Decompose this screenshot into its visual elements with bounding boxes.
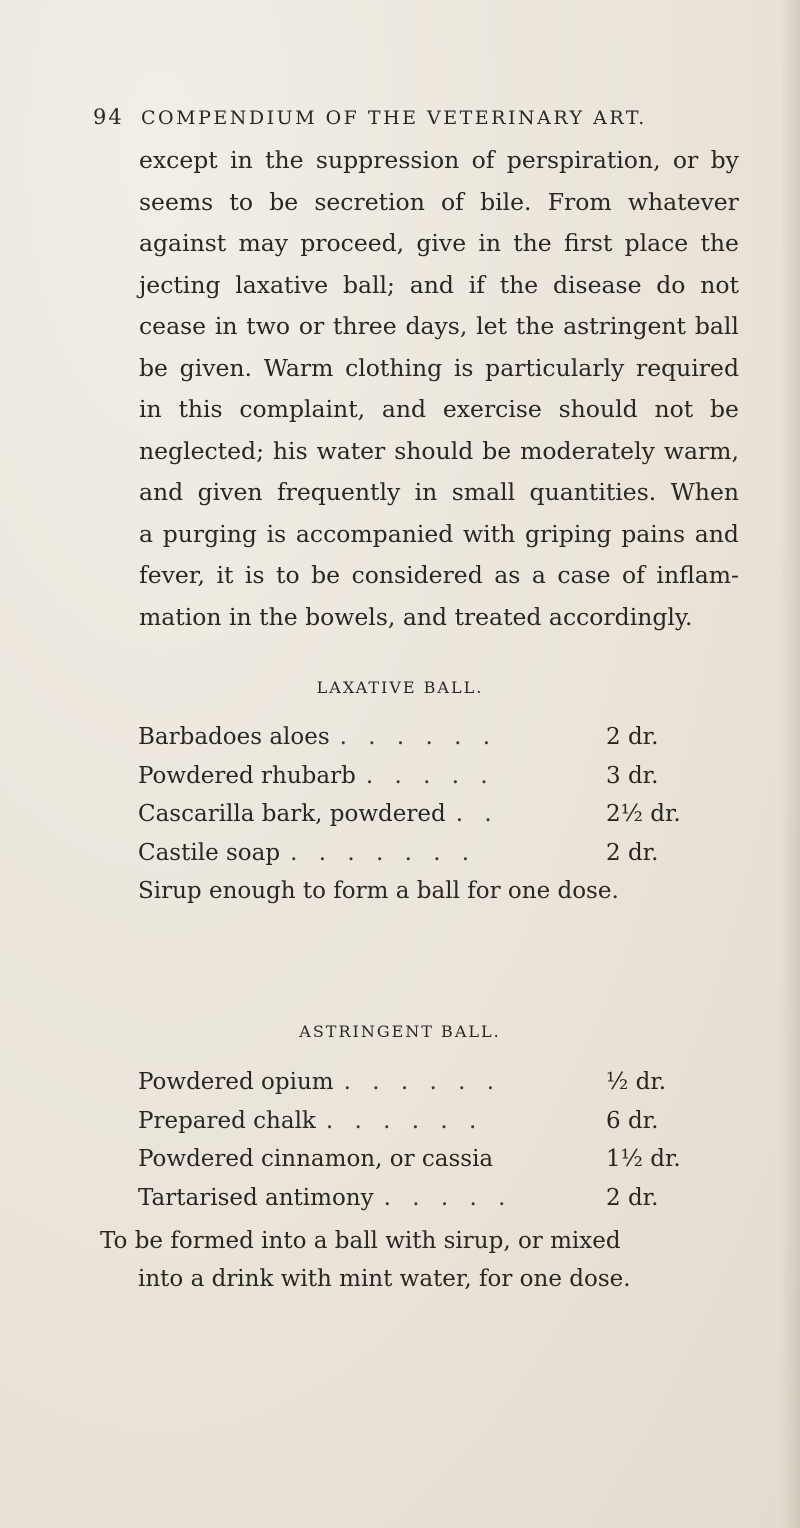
ingredient-name: Barbadoes aloes <box>138 724 330 750</box>
word: or <box>298 312 325 340</box>
word: be <box>311 561 341 589</box>
leader-dots: . . . . . . <box>339 724 498 750</box>
body-line <box>139 472 739 514</box>
body-line <box>139 389 739 431</box>
word: place <box>624 229 689 257</box>
word: a <box>139 519 154 548</box>
astringent-ball-note-line1: To be formed into a ball with sirup, or mixed <box>100 1228 621 1254</box>
word: whatever <box>627 187 739 216</box>
word: is <box>266 519 287 548</box>
word: should <box>394 436 474 465</box>
word: as <box>494 561 521 589</box>
laxative-ball-heading: LAXATIVE BALL. <box>316 678 484 697</box>
word: two <box>246 312 291 340</box>
word: not <box>654 395 694 423</box>
ingredient-quantity: 2 dr. <box>606 839 659 866</box>
word: quantities. <box>529 478 657 506</box>
word: the <box>700 229 739 257</box>
word: When <box>670 478 739 506</box>
word: in <box>414 478 438 506</box>
body-line <box>139 265 739 307</box>
word: be <box>709 395 739 423</box>
word: griping <box>524 519 612 548</box>
word: of <box>441 187 464 216</box>
word: considered <box>351 561 483 589</box>
word: to <box>276 561 300 589</box>
ingredient-quantity: 3 dr. <box>606 762 659 789</box>
word: with <box>463 519 516 548</box>
word: in <box>214 312 238 340</box>
word: and <box>409 270 454 299</box>
word: give <box>416 229 467 257</box>
word: given. <box>179 353 253 382</box>
word: it <box>216 561 234 589</box>
astringent-ball-note-line2: into a drink with mint water, for one dose. <box>138 1266 631 1292</box>
page-number: 94 <box>93 105 124 129</box>
recipe-row <box>138 834 698 873</box>
leader-dots: . . . . . <box>383 1184 513 1211</box>
word: do <box>656 270 686 299</box>
word: the <box>499 270 539 299</box>
word: Warm <box>263 353 334 382</box>
word: From <box>547 187 612 216</box>
word: jecting <box>139 270 221 299</box>
word: inflam- <box>656 561 739 589</box>
ingredient-quantity: 2 dr. <box>606 1184 659 1211</box>
running-header <box>93 105 770 135</box>
word: given <box>197 478 263 506</box>
recipe-row <box>138 757 698 796</box>
word: suppression <box>315 146 460 174</box>
word: days, <box>405 312 468 340</box>
ingredient-name: Powdered cinnamon, or cassia <box>138 1146 494 1172</box>
word: in <box>139 395 162 423</box>
recipe-row <box>138 718 698 757</box>
word: and <box>139 478 184 506</box>
word: in <box>478 229 501 257</box>
running-title: COMPENDIUM OF THE VETERINARY ART. <box>141 107 647 129</box>
ingredient-name: Powdered rhubarb <box>138 762 356 789</box>
recipe-row <box>138 1063 698 1102</box>
word: clothing <box>345 353 443 382</box>
word: and <box>381 395 427 423</box>
word: neglected; <box>139 436 264 465</box>
ingredient-name: Prepared chalk <box>138 1107 316 1134</box>
word: be <box>269 187 299 216</box>
word: a <box>531 561 546 589</box>
ingredient-name: Powdered opium <box>138 1069 334 1095</box>
ingredient-quantity: 2½ dr. <box>606 801 681 827</box>
leader-dots: . . <box>455 801 499 827</box>
word: astringent <box>563 312 687 340</box>
laxative-ball-recipe <box>138 718 698 911</box>
word: three <box>333 312 397 340</box>
word: his <box>272 436 308 465</box>
leader-dots: . . . . . . <box>325 1107 484 1134</box>
word: not <box>700 270 739 299</box>
word: this <box>178 395 223 423</box>
word: and <box>694 519 739 548</box>
word: by <box>710 146 739 174</box>
body-line <box>139 514 739 556</box>
ingredient-name: Tartarised antimony <box>138 1184 374 1211</box>
word: if <box>468 270 485 299</box>
word: against <box>139 229 227 257</box>
word: the <box>265 146 304 174</box>
page-edge-shadow <box>780 0 800 1528</box>
word: may <box>238 229 289 257</box>
word: perspiration, <box>506 146 661 174</box>
word: purging <box>162 519 257 548</box>
leader-dots: . . . . . <box>365 762 495 789</box>
word: exercise <box>442 395 542 423</box>
ingredient-quantity: 6 dr. <box>606 1107 659 1134</box>
word: seems <box>139 187 214 216</box>
body-line <box>139 306 739 348</box>
word: accompanied <box>295 519 454 548</box>
recipe-row <box>138 1140 698 1179</box>
word: is <box>453 353 474 382</box>
word: pains <box>621 519 685 548</box>
body-line: mation in the bowels, and treated accordingly. <box>139 602 693 631</box>
leader-dots: . . . . . . <box>343 1069 502 1095</box>
word: let <box>476 312 507 340</box>
word: bile. <box>480 187 532 216</box>
word: to <box>229 187 253 216</box>
recipe-row <box>138 1179 698 1218</box>
body-paragraph <box>139 140 739 638</box>
word: in <box>230 146 253 174</box>
word: particularly <box>485 353 625 382</box>
recipe-row <box>138 795 698 834</box>
ingredient-name: Cascarilla bark, powdered <box>138 801 446 827</box>
word: complaint, <box>239 395 366 423</box>
word: fever, <box>139 561 205 589</box>
word: should <box>558 395 638 423</box>
word: secretion <box>314 187 425 216</box>
ingredient-name: Castile soap <box>138 839 281 866</box>
word: be <box>482 436 512 465</box>
body-line <box>139 223 739 265</box>
word: first <box>563 229 613 257</box>
word: required <box>635 353 739 382</box>
word: be <box>139 353 168 382</box>
word: ball <box>694 312 739 340</box>
astringent-ball-heading: ASTRINGENT BALL. <box>299 1022 501 1041</box>
word: of <box>622 561 645 589</box>
word: ball; <box>342 270 395 299</box>
body-line <box>139 348 739 390</box>
body-line <box>139 182 739 224</box>
word: of <box>471 146 495 174</box>
word: proceed, <box>300 229 405 257</box>
ingredient-quantity: ½ dr. <box>606 1069 667 1095</box>
word: the <box>513 229 552 257</box>
leader-dots: . . . . . . . <box>290 839 477 866</box>
word: frequently <box>276 478 401 506</box>
laxative-ball-note: Sirup enough to form a ball for one dose. <box>138 878 619 904</box>
word: the <box>515 312 555 340</box>
word: disease <box>552 270 642 299</box>
recipe-row <box>138 1102 698 1141</box>
ingredient-quantity: 2 dr. <box>606 724 659 750</box>
ingredient-quantity: 1½ dr. <box>606 1146 681 1172</box>
word: water <box>316 436 386 465</box>
astringent-ball-recipe <box>138 1063 698 1217</box>
word: small <box>451 478 516 506</box>
word: or <box>672 146 699 174</box>
word: laxative <box>235 270 329 299</box>
word: moderately <box>520 436 655 465</box>
body-line <box>139 140 739 182</box>
word: cease <box>139 312 207 340</box>
body-line <box>139 431 739 473</box>
body-line <box>139 555 739 597</box>
word: case <box>557 561 611 589</box>
word: warm, <box>663 436 739 465</box>
word: is <box>244 561 265 589</box>
word: except <box>139 146 218 174</box>
